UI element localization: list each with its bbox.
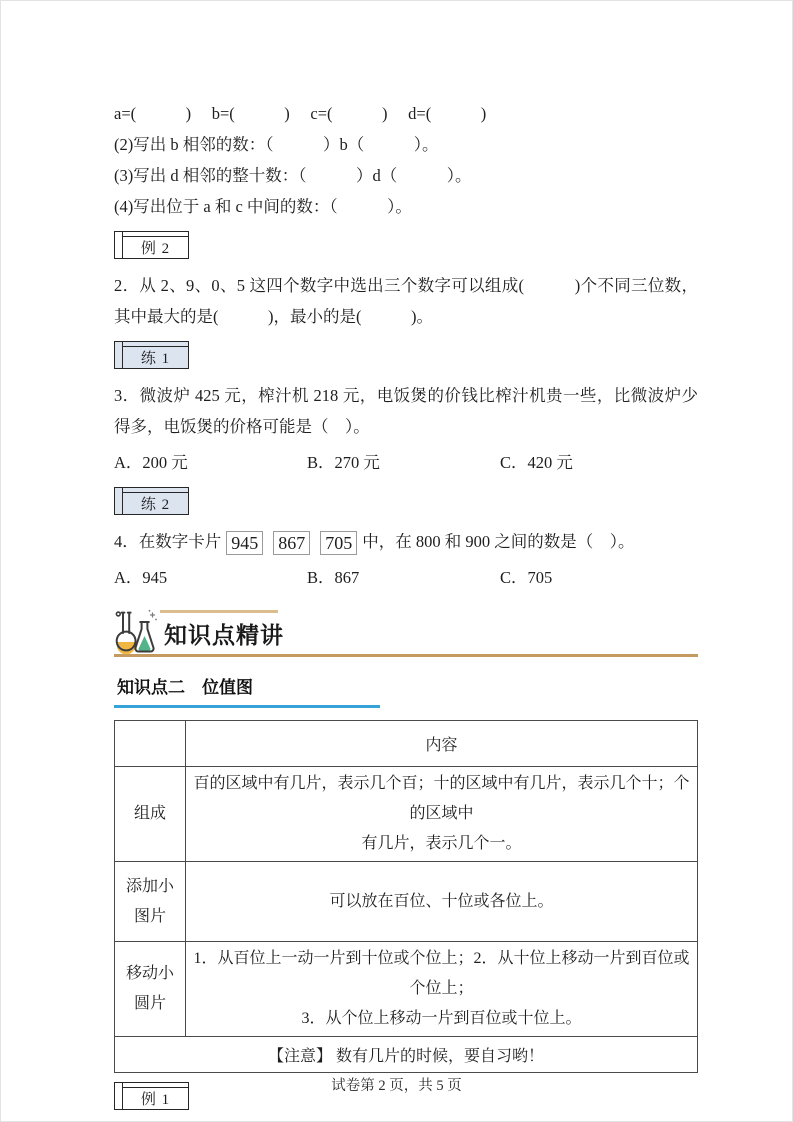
- example-1-badge-label: 例 1: [140, 1092, 171, 1108]
- option-b: B．867: [307, 568, 360, 587]
- question-2: 2．从 2、9、0、5 这四个数字中选出三个数字可以组成( )个不同三位数，其中最大的是( )，最小的是( )。: [114, 276, 698, 326]
- page-footer: 试卷第 2 页，共 5 页: [331, 1078, 462, 1094]
- table-row: [115, 767, 698, 862]
- row-label: 移动小: [125, 965, 174, 982]
- row-content-cell: [186, 942, 698, 1037]
- knowledge-table: [114, 720, 698, 1073]
- fill-line-2: (2)写出 b 相邻的数：（ ）b（ ）。: [114, 135, 439, 154]
- row-label-cell: [115, 767, 186, 862]
- number-card-867: 867: [273, 531, 310, 555]
- number-card-945: 945: [226, 531, 263, 555]
- option-c: C．705: [500, 568, 553, 587]
- practice-1-badge: [114, 341, 189, 369]
- question-4-options: [114, 563, 698, 593]
- row-content-line: 可以放在百位、十位或各位上。: [329, 892, 554, 910]
- section-header-topline: [160, 610, 278, 613]
- row-content-line: 3．从个位上移动一片到百位或十位上。: [301, 1010, 582, 1027]
- practice-2-badge: [114, 487, 189, 515]
- practice-2-badge-label: 练 2: [140, 497, 171, 513]
- option-c: C．420 元: [500, 453, 573, 472]
- table-notice-row: [115, 1037, 698, 1073]
- row-content-cell: [186, 862, 698, 942]
- table-notice-cell: 【注意】 数有几片的时候，要自习哟！: [115, 1037, 698, 1073]
- lab-flasks-icon: [114, 609, 158, 656]
- option-a: A．200 元: [114, 453, 188, 472]
- example-2-badge: [114, 231, 189, 259]
- question-4-prefix: 4．在数字卡片: [114, 532, 222, 551]
- fill-line-3: (3)写出 d 相邻的整十数：（ ）d（ ）。: [114, 166, 472, 185]
- fill-line-4: (4)写出位于 a 和 c 中间的数：（ ）。: [114, 197, 412, 216]
- option-b: B．270 元: [307, 453, 380, 472]
- question-3-options: [114, 448, 698, 478]
- section-header-knowledge: [114, 609, 698, 657]
- example-2-badge-label: 例 2: [140, 241, 171, 257]
- option-a: A．945: [114, 568, 168, 587]
- row-label: 组成: [133, 805, 166, 822]
- row-label: 图片: [133, 907, 166, 925]
- topic-header: 知识点二 位值图: [114, 673, 380, 708]
- row-content-cell: [186, 767, 698, 862]
- table-row: [115, 942, 698, 1037]
- table-header-empty-cell: [115, 721, 186, 767]
- page-content: [114, 98, 698, 1115]
- row-content-line: 有几片，表示几个一。: [361, 835, 522, 852]
- table-header-cell: 内容: [186, 721, 698, 767]
- row-content-line: 百的区域中有几片，表示几个百；十的区域中有几片，表示几个十；个的区域中: [193, 775, 690, 822]
- practice-1-badge-label: 练 1: [140, 351, 171, 367]
- number-card-705: 705: [320, 531, 357, 555]
- row-content-line: 1．从百位上一动一片到十位或个位上；2．从十位上移动一片到百位或个位上；: [193, 950, 690, 997]
- row-label-cell: [115, 942, 186, 1037]
- question-3: 3．微波炉 425 元，榨汁机 218 元，电饭煲的价钱比榨汁机贵一些，比微波炉少得多，电饭煲的价格可能是（ ）。: [114, 386, 698, 436]
- question-4: [114, 526, 698, 557]
- row-label: 添加小: [125, 877, 174, 895]
- fill-line-abcd: a=( ) b=( ) c=( ) d=( ): [114, 104, 487, 123]
- table-header-row: [115, 721, 698, 767]
- row-label: 圆片: [133, 995, 166, 1012]
- row-label-cell: [115, 862, 186, 942]
- table-row: [115, 862, 698, 942]
- question-4-suffix: 中，在 800 和 900 之间的数是（ ）。: [362, 532, 635, 551]
- section-title: 知识点精讲: [164, 622, 284, 648]
